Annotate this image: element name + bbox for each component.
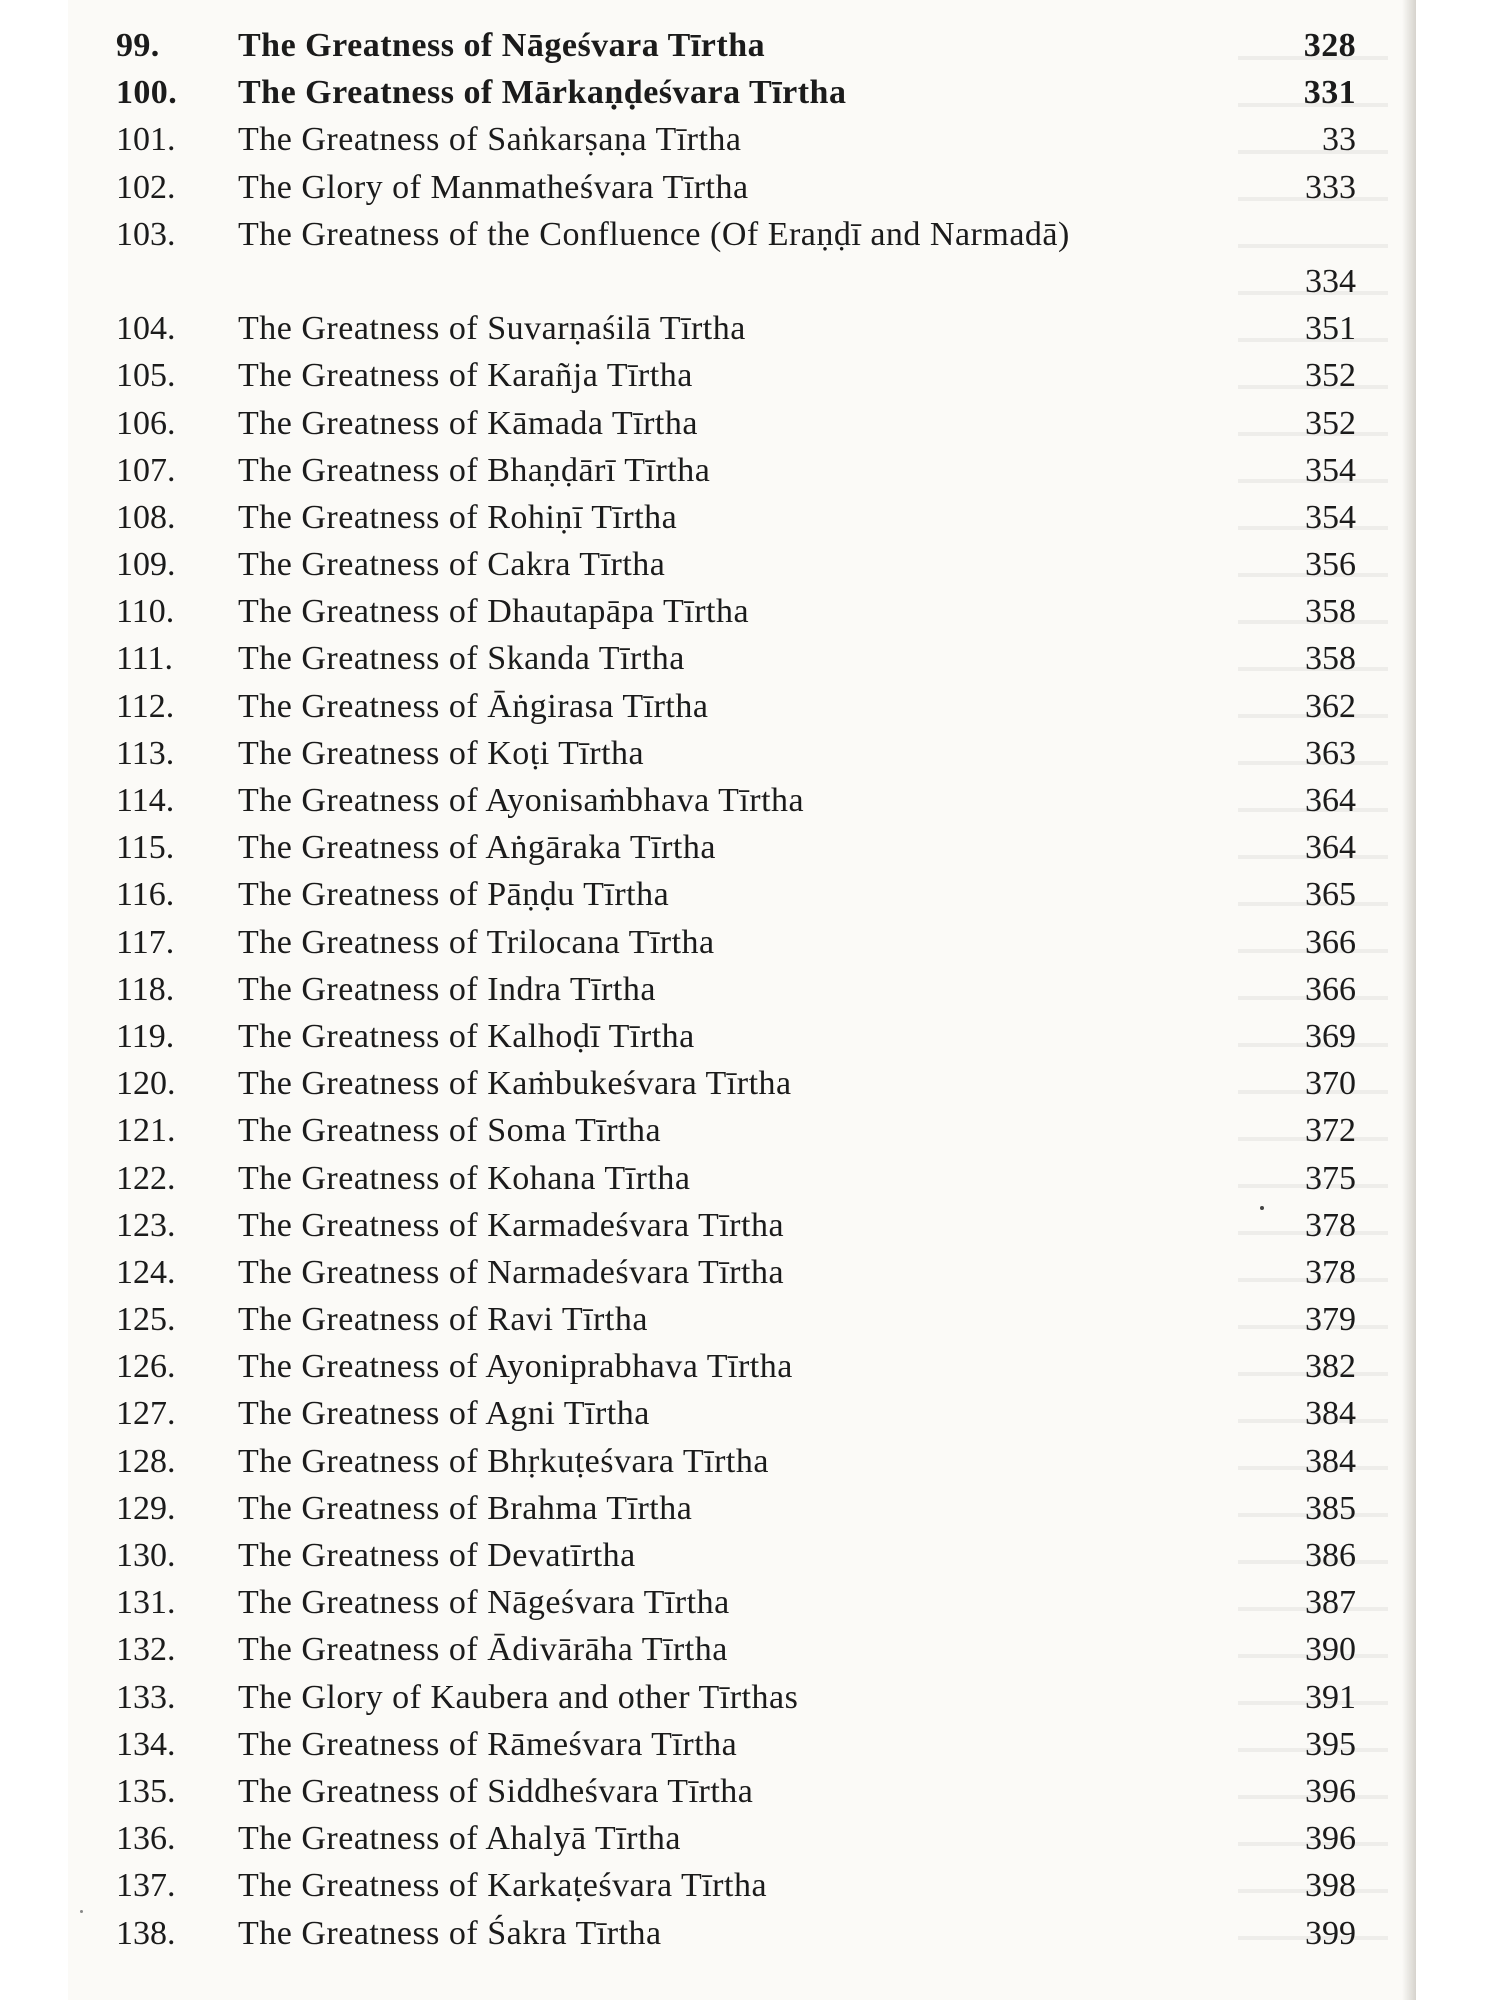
page-number: 358 bbox=[1305, 593, 1356, 631]
chapter-number: 127. bbox=[116, 1395, 176, 1433]
toc-entry bbox=[116, 69, 1416, 116]
page-number: 385 bbox=[1305, 1489, 1356, 1527]
chapter-number: 107. bbox=[116, 451, 176, 489]
chapter-number: 130. bbox=[116, 1537, 176, 1575]
page-number: 352 bbox=[1305, 357, 1356, 395]
toc-entry bbox=[116, 1107, 1416, 1154]
chapter-number: 99. bbox=[116, 27, 160, 64]
book-page bbox=[68, 0, 1416, 2000]
toc-entry bbox=[116, 1249, 1416, 1296]
page-number: 358 bbox=[1305, 640, 1356, 678]
page-number: 331 bbox=[1303, 74, 1356, 112]
chapter-number: 129. bbox=[116, 1489, 176, 1527]
chapter-number: 126. bbox=[116, 1348, 176, 1386]
ink-speck bbox=[80, 1910, 83, 1913]
chapter-number: 106. bbox=[116, 404, 176, 442]
toc-entry bbox=[116, 1202, 1416, 1249]
chapter-title: The Glory of Manmatheśvara Tīrtha bbox=[238, 168, 749, 206]
page-number: 398 bbox=[1305, 1867, 1356, 1905]
chapter-title: The Greatness of Dhautapāpa Tīrtha bbox=[238, 593, 750, 631]
toc-entry bbox=[116, 1296, 1416, 1343]
chapter-number: 124. bbox=[116, 1253, 176, 1291]
page-number: 334 bbox=[1305, 262, 1356, 300]
chapter-number: 103. bbox=[116, 215, 176, 253]
toc-entry bbox=[116, 1815, 1416, 1862]
toc-entry bbox=[116, 635, 1416, 682]
chapter-title: The Greatness of Devatīrtha bbox=[238, 1537, 636, 1575]
chapter-title: The Greatness of Śakra Tīrtha bbox=[238, 1914, 662, 1952]
page-number: 351 bbox=[1305, 310, 1356, 348]
chapter-number: 115. bbox=[116, 829, 175, 867]
page-number: 328 bbox=[1303, 27, 1356, 64]
chapter-title: The Greatness of Ravi Tīrtha bbox=[238, 1301, 648, 1339]
chapter-number: 114. bbox=[116, 782, 175, 820]
chapter-number: 128. bbox=[116, 1442, 176, 1480]
chapter-title: The Greatness of Āṅgirasa Tīrtha bbox=[238, 687, 709, 725]
page-number: 356 bbox=[1305, 546, 1356, 584]
toc-entry bbox=[116, 871, 1416, 918]
chapter-number: 125. bbox=[116, 1301, 176, 1339]
page-number: 384 bbox=[1305, 1395, 1356, 1433]
chapter-number: 102. bbox=[116, 168, 176, 206]
toc-entry bbox=[116, 116, 1416, 163]
page-number: 379 bbox=[1305, 1301, 1356, 1339]
toc-entry bbox=[116, 1579, 1416, 1626]
chapter-number: 136. bbox=[116, 1820, 176, 1858]
chapter-title: The Greatness of Brahma Tīrtha bbox=[238, 1489, 693, 1527]
page-number: 384 bbox=[1305, 1442, 1356, 1480]
page-number: 396 bbox=[1305, 1772, 1356, 1810]
toc-entry bbox=[116, 824, 1416, 871]
chapter-title: The Greatness of Narmadeśvara Tīrtha bbox=[238, 1253, 785, 1291]
chapter-number: 116. bbox=[116, 876, 175, 914]
toc-entry bbox=[116, 1343, 1416, 1390]
toc-entry bbox=[116, 919, 1416, 966]
chapter-number: 117. bbox=[116, 923, 175, 961]
chapter-title: The Greatness of Rohiṇī Tīrtha bbox=[238, 498, 678, 536]
toc-entry bbox=[116, 1485, 1416, 1532]
page-number: 375 bbox=[1305, 1159, 1356, 1197]
toc-entry bbox=[116, 588, 1416, 635]
chapter-number: 109. bbox=[116, 546, 176, 584]
toc-entry bbox=[116, 211, 1416, 305]
page-number: 387 bbox=[1305, 1584, 1356, 1622]
chapter-title: The Greatness of Indra Tīrtha bbox=[238, 970, 656, 1008]
chapter-title: The Greatness of Nāgeśvara Tīrtha bbox=[238, 1584, 730, 1622]
chapter-title: The Greatness of Suvarṇaśilā Tīrtha bbox=[238, 310, 746, 348]
toc-entry bbox=[116, 305, 1416, 352]
page-number: 369 bbox=[1305, 1017, 1356, 1055]
page-number: 390 bbox=[1305, 1631, 1356, 1669]
toc-entry bbox=[116, 22, 1416, 69]
chapter-title: The Greatness of the Confluence (Of Eraṇḍī and Narmadā) bbox=[238, 215, 1070, 253]
page-number: 352 bbox=[1305, 404, 1356, 442]
chapter-title: The Greatness of Pāṇḍu Tīrtha bbox=[238, 876, 670, 914]
page-number: 366 bbox=[1305, 923, 1356, 961]
toc-entry bbox=[116, 447, 1416, 494]
chapter-number: 110. bbox=[116, 593, 175, 631]
chapter-number: 105. bbox=[116, 357, 176, 395]
toc-entry bbox=[116, 683, 1416, 730]
chapter-number: 131. bbox=[116, 1584, 176, 1622]
chapter-title: The Greatness of Skanda Tīrtha bbox=[238, 640, 685, 678]
page-number: 354 bbox=[1305, 498, 1356, 536]
chapter-number: 123. bbox=[116, 1206, 176, 1244]
page-number: 378 bbox=[1305, 1253, 1356, 1291]
page-number: 364 bbox=[1305, 782, 1356, 820]
chapter-number: 121. bbox=[116, 1112, 176, 1150]
toc-entry bbox=[116, 777, 1416, 824]
chapter-title: The Greatness of Karañja Tīrtha bbox=[238, 357, 693, 395]
toc-entry bbox=[116, 1674, 1416, 1721]
toc-entry bbox=[116, 1060, 1416, 1107]
page-number: 364 bbox=[1305, 829, 1356, 867]
toc-entry bbox=[116, 164, 1416, 211]
toc-entry bbox=[116, 1768, 1416, 1815]
page-number: 333 bbox=[1305, 168, 1356, 206]
chapter-number: 120. bbox=[116, 1065, 176, 1103]
page-number: 391 bbox=[1305, 1678, 1356, 1716]
page-number: 399 bbox=[1305, 1914, 1356, 1952]
page-number: 372 bbox=[1305, 1112, 1356, 1150]
chapter-title: The Greatness of Rāmeśvara Tīrtha bbox=[238, 1725, 738, 1763]
chapter-title: The Greatness of Nāgeśvara Tīrtha bbox=[238, 27, 766, 64]
page-number: 382 bbox=[1305, 1348, 1356, 1386]
toc-entry bbox=[116, 494, 1416, 541]
page-number: 366 bbox=[1305, 970, 1356, 1008]
chapter-title: The Greatness of Karkaṭeśvara Tīrtha bbox=[238, 1867, 768, 1905]
chapter-title: The Greatness of Kalhoḍī Tīrtha bbox=[238, 1017, 695, 1055]
chapter-title: The Greatness of Ayonisaṁbhava Tīrtha bbox=[238, 782, 805, 820]
toc-entry bbox=[116, 1721, 1416, 1768]
chapter-title: The Greatness of Aṅgāraka Tīrtha bbox=[238, 829, 716, 867]
toc-entry bbox=[116, 1013, 1416, 1060]
chapter-title: The Greatness of Trilocana Tīrtha bbox=[238, 923, 715, 961]
chapter-number: 132. bbox=[116, 1631, 176, 1669]
page-number: 362 bbox=[1305, 687, 1356, 725]
chapter-number: 135. bbox=[116, 1772, 176, 1810]
chapter-title: The Greatness of Karmadeśvara Tīrtha bbox=[238, 1206, 785, 1244]
page-number: 396 bbox=[1305, 1820, 1356, 1858]
chapter-number: 134. bbox=[116, 1725, 176, 1763]
toc-entry bbox=[116, 1155, 1416, 1202]
page-number: 395 bbox=[1305, 1725, 1356, 1763]
page-number: 386 bbox=[1305, 1537, 1356, 1575]
chapter-title: The Glory of Kaubera and other Tīrthas bbox=[238, 1678, 799, 1716]
table-of-contents bbox=[116, 22, 1416, 1957]
chapter-number: 100. bbox=[116, 74, 178, 112]
toc-entry bbox=[116, 1626, 1416, 1673]
chapter-number: 118. bbox=[116, 970, 175, 1008]
toc-entry bbox=[116, 1862, 1416, 1909]
chapter-number: 104. bbox=[116, 310, 176, 348]
chapter-title: The Greatness of Ayoniprabhava Tīrtha bbox=[238, 1348, 793, 1386]
chapter-number: 113. bbox=[116, 734, 175, 772]
chapter-number: 111. bbox=[116, 640, 173, 678]
page-number: 363 bbox=[1305, 734, 1356, 772]
chapter-title: The Greatness of Agni Tīrtha bbox=[238, 1395, 650, 1433]
chapter-number: 133. bbox=[116, 1678, 176, 1716]
chapter-number: 112. bbox=[116, 687, 175, 725]
chapter-title: The Greatness of Kāmada Tīrtha bbox=[238, 404, 698, 442]
chapter-title: The Greatness of Saṅkarṣaṇa Tīrtha bbox=[238, 121, 742, 159]
page-number: 33 bbox=[1322, 121, 1356, 159]
chapter-number: 119. bbox=[116, 1017, 175, 1055]
toc-entry bbox=[116, 541, 1416, 588]
chapter-title: The Greatness of Soma Tīrtha bbox=[238, 1112, 662, 1150]
toc-entry bbox=[116, 1910, 1416, 1957]
toc-entry bbox=[116, 730, 1416, 777]
toc-entry bbox=[116, 1532, 1416, 1579]
chapter-number: 101. bbox=[116, 121, 176, 159]
toc-entry bbox=[116, 966, 1416, 1013]
page-number: 365 bbox=[1305, 876, 1356, 914]
page-number: 370 bbox=[1305, 1065, 1356, 1103]
chapter-title: The Greatness of Ahalyā Tīrtha bbox=[238, 1820, 682, 1858]
page-number: 354 bbox=[1305, 451, 1356, 489]
toc-entry bbox=[116, 400, 1416, 447]
chapter-title: The Greatness of Siddheśvara Tīrtha bbox=[238, 1772, 754, 1810]
chapter-number: 137. bbox=[116, 1867, 176, 1905]
page-number: 378 bbox=[1305, 1206, 1356, 1244]
chapter-title: The Greatness of Ādivārāha Tīrtha bbox=[238, 1631, 728, 1669]
toc-entry bbox=[116, 352, 1416, 399]
chapter-title: The Greatness of Bhaṇḍārī Tīrtha bbox=[238, 451, 711, 489]
toc-entry bbox=[116, 1438, 1416, 1485]
toc-entry bbox=[116, 1390, 1416, 1437]
chapter-title: The Greatness of Koṭi Tīrtha bbox=[238, 734, 645, 772]
chapter-title: The Greatness of Kaṁbukeśvara Tīrtha bbox=[238, 1065, 792, 1103]
chapter-title: The Greatness of Bhṛkuṭeśvara Tīrtha bbox=[238, 1442, 769, 1480]
chapter-title: The Greatness of Mārkaṇḍeśvara Tīrtha bbox=[238, 74, 847, 112]
chapter-number: 122. bbox=[116, 1159, 176, 1197]
chapter-title: The Greatness of Kohana Tīrtha bbox=[238, 1159, 691, 1197]
chapter-number: 108. bbox=[116, 498, 176, 536]
chapter-title: The Greatness of Cakra Tīrtha bbox=[238, 546, 666, 584]
chapter-number: 138. bbox=[116, 1914, 176, 1952]
